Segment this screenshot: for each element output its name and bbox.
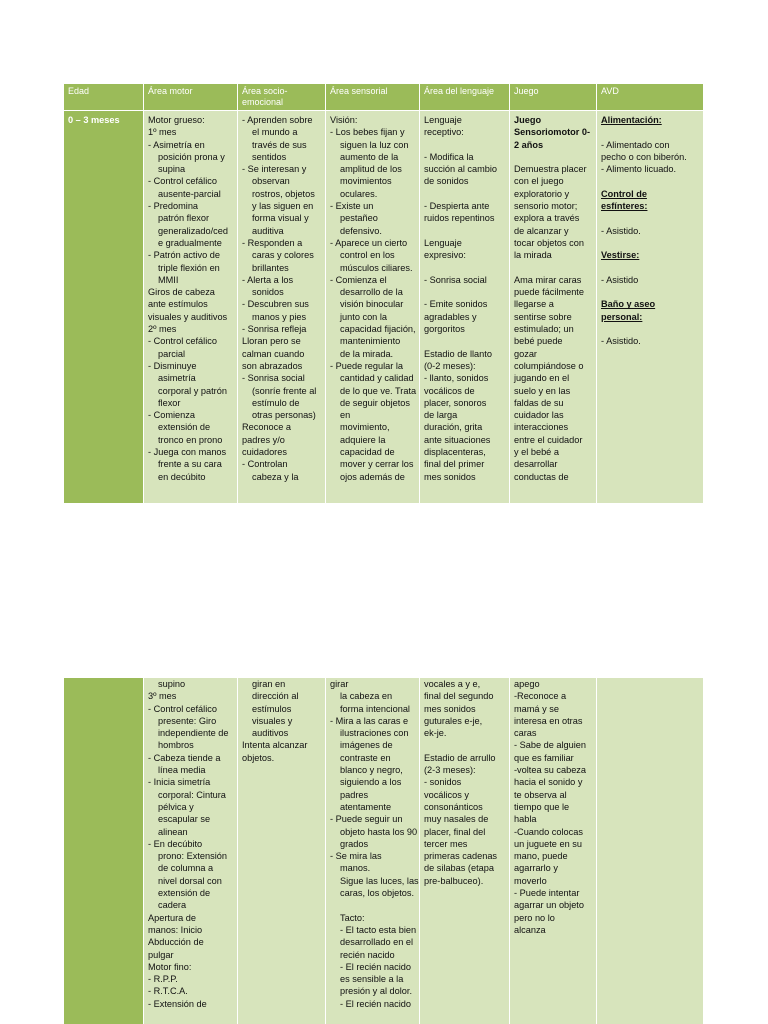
text-line: oculares. xyxy=(340,188,378,199)
text-line: Reconoce a xyxy=(242,422,292,433)
text-line: - Existe un xyxy=(330,201,374,212)
text-line: - Sonrisa refleja xyxy=(242,324,307,335)
sensorial-cell-continued xyxy=(326,678,420,1024)
text-line: un juguete en su xyxy=(514,838,582,849)
text-line: - sonidos xyxy=(424,777,462,788)
text-line: - llanto, sonidos xyxy=(424,373,489,384)
text-line: con el juego xyxy=(514,176,564,187)
juego-cell-continued xyxy=(510,678,597,1024)
text-line: tiempo que le xyxy=(514,801,570,812)
text-line: prono: Extensión xyxy=(158,851,227,862)
text-line: pestañeo xyxy=(340,213,378,224)
text-line: mover y cerrar los xyxy=(340,459,414,470)
text-line: el mundo a xyxy=(252,127,298,138)
text-line: pero no lo xyxy=(514,912,555,923)
socio-emocional-cell-continued xyxy=(238,678,326,1024)
text-line: 2º mes xyxy=(148,324,177,335)
text-line: - Sonrisa social xyxy=(424,274,487,285)
text-line: la mirada xyxy=(514,250,552,261)
text-line xyxy=(330,899,416,911)
text-line: moverlo xyxy=(514,875,547,886)
text-line: succión al cambio xyxy=(424,164,498,175)
text-line: tronco en prono xyxy=(158,434,223,445)
text-line: tocar objetos con xyxy=(514,237,584,248)
text-line: -Cuando colocas xyxy=(514,826,583,837)
avd-line: Vestirse: xyxy=(601,250,640,261)
text-line: músculos ciliares. xyxy=(340,262,413,273)
text-line: e gradualmente xyxy=(158,237,222,248)
text-line: - Juega con manos xyxy=(148,447,227,458)
socio-emocional-cell xyxy=(238,110,326,503)
text-line: Estadio de arrullo xyxy=(424,752,496,763)
text-line: corporal: Cintura xyxy=(158,789,226,800)
text-line xyxy=(424,262,506,274)
text-line: estímulos xyxy=(252,703,292,714)
text-line: de alcanzar y xyxy=(514,225,569,236)
text-line: MMII xyxy=(158,274,179,285)
text-line: junto con la xyxy=(340,311,387,322)
text-line: Estadio de llanto xyxy=(424,348,492,359)
text-line: displacenteras, xyxy=(424,447,486,458)
text-line: placer, sonoros xyxy=(424,397,487,408)
text-line: - Se interesan y xyxy=(242,164,307,175)
text-line: (0-2 meses): xyxy=(424,360,476,371)
text-line: girar xyxy=(330,679,349,689)
text-line: mantenimiento xyxy=(340,336,401,347)
text-line: receptivo: xyxy=(424,127,464,138)
text-line: Visión: xyxy=(330,115,358,125)
text-line: ojos además de xyxy=(340,471,405,482)
text-line: adquiere la xyxy=(340,434,386,445)
text-line: escapular se xyxy=(158,814,211,825)
text-line: Ama mirar caras xyxy=(514,274,582,285)
text-line: tercer mes xyxy=(424,838,468,849)
text-line xyxy=(424,225,506,237)
text-line: otras personas) xyxy=(252,410,316,421)
text-line xyxy=(424,286,506,298)
text-line: capacidad fijación, xyxy=(340,324,416,335)
text-line: - Despierta ante xyxy=(424,201,490,212)
text-line: siguen la luz con xyxy=(340,139,409,150)
text-line: te observa al xyxy=(514,789,567,800)
text-line: mes sonidos xyxy=(424,703,476,714)
text-line: final del segundo xyxy=(424,691,494,702)
avd-line: - Asistido. xyxy=(601,225,641,236)
text-line: (sonríe frente al xyxy=(252,385,317,396)
avd-line xyxy=(601,323,700,335)
avd-line: - Alimentado con xyxy=(601,139,670,150)
text-line: nivel dorsal con xyxy=(158,875,222,886)
text-line: - Alerta a los xyxy=(242,274,294,285)
text-line: imágenes de xyxy=(340,740,393,751)
header-edad: Edad xyxy=(64,84,144,110)
text-line: parcial xyxy=(158,348,186,359)
avd-line: Baño y aseo xyxy=(601,299,656,310)
development-table-page-1 xyxy=(64,84,703,503)
header-area-sensorial: Área sensorial xyxy=(326,84,420,110)
text-line: corporal y patrón xyxy=(158,385,227,396)
text-line: manos: Inicio xyxy=(148,924,203,935)
text-line: llegarse a xyxy=(514,299,554,310)
text-line: patrón flexor xyxy=(158,213,210,224)
text-line: flexor xyxy=(158,397,181,408)
text-line: supino xyxy=(158,679,186,689)
text-line: grados xyxy=(340,838,369,849)
avd-line: - Asistido. xyxy=(601,336,641,347)
text-line: - Control cefálico xyxy=(148,703,217,714)
text-line: cabeza y la xyxy=(252,471,299,482)
text-line: la cabeza en xyxy=(340,691,393,702)
header-area-socio-emocional: Área socio-emocional xyxy=(238,84,326,110)
text-line: línea media xyxy=(158,765,206,776)
text-line: - Inicia simetría xyxy=(148,777,211,788)
text-line: presente: Giro xyxy=(158,715,217,726)
text-line: ante estímulos xyxy=(148,299,208,310)
text-line: duración, grita xyxy=(424,422,483,433)
text-line: visuales y xyxy=(252,715,293,726)
text-line: - El tacto esta bien xyxy=(340,924,417,935)
text-line: presión y al dolor. xyxy=(340,986,413,997)
text-line: es sensible a la xyxy=(340,974,404,985)
text-line: - Controlan xyxy=(242,459,288,470)
text-line: visión binocular xyxy=(340,299,404,310)
header-avd: AVD xyxy=(597,84,703,110)
text-line: gozar xyxy=(514,348,537,359)
text-line xyxy=(424,739,506,751)
text-line: ausente-parcial xyxy=(158,188,221,199)
text-line: alinean xyxy=(158,826,188,837)
text-line: - Cabeza tiende a xyxy=(148,752,221,763)
text-line: desarrollar xyxy=(514,459,558,470)
text-line: de lo que ve. Trata xyxy=(340,385,417,396)
text-line: supina xyxy=(158,164,186,175)
text-line: Motor grueso: xyxy=(148,115,205,125)
avd-line: - Asistido xyxy=(601,274,639,285)
text-line: auditivos xyxy=(252,728,289,739)
text-line: hacia el sonido y xyxy=(514,777,583,788)
text-line: movimiento, xyxy=(340,422,390,433)
text-line: frente a su cara xyxy=(158,459,222,470)
text-line: hombros xyxy=(158,740,194,751)
motor-cell-continued xyxy=(144,678,238,1024)
text-line: de larga xyxy=(424,410,458,421)
development-table-page-2 xyxy=(64,678,703,1024)
text-line: y las siguen en xyxy=(252,201,314,212)
text-line: Juego xyxy=(514,115,542,125)
text-line: de silabas (etapa xyxy=(424,863,494,874)
text-line xyxy=(424,139,506,151)
text-line: mes sonidos xyxy=(424,471,476,482)
text-line xyxy=(514,262,593,274)
text-line: de seguir objetos xyxy=(340,397,410,408)
text-line: Abducción de xyxy=(148,937,204,948)
text-line: vocales a y e, xyxy=(424,679,481,689)
avd-line xyxy=(601,126,700,138)
motor-cell xyxy=(144,110,238,503)
text-line: - Disminuye xyxy=(148,360,197,371)
text-line: - Patrón activo de xyxy=(148,250,221,261)
text-line: - Mira a las caras e xyxy=(330,715,409,726)
text-line: guturales e-je, xyxy=(424,715,483,726)
text-line: desarrollado en el xyxy=(340,937,414,948)
header-juego: Juego xyxy=(510,84,597,110)
text-line: - El recién nacido xyxy=(340,961,411,972)
text-line: vocálicos de xyxy=(424,385,475,396)
text-line: muy nasales de xyxy=(424,814,489,825)
text-line: consonánticos xyxy=(424,801,483,812)
text-line: interesa en otras xyxy=(514,715,583,726)
text-line: sentirse sobre xyxy=(514,311,572,322)
text-line: manos. xyxy=(340,863,371,874)
text-line: giran en xyxy=(252,679,286,689)
text-line: mano, puede xyxy=(514,851,568,862)
text-line: interacciones xyxy=(514,422,569,433)
text-line: desarrollo de la xyxy=(340,287,403,298)
age-cell-continued xyxy=(64,678,144,1024)
text-line: través de sus xyxy=(252,139,307,150)
text-line: Demuestra placer xyxy=(514,164,587,175)
avd-line: personal: xyxy=(601,311,643,322)
text-line: - Los bebes fijan y xyxy=(330,127,405,138)
text-line: - Emite sonidos xyxy=(424,299,488,310)
text-line: bebé puede xyxy=(514,336,563,347)
text-line: observan xyxy=(252,176,290,187)
text-line: posición prona y xyxy=(158,151,225,162)
text-line: control en los xyxy=(340,250,395,261)
text-line: (2-3 meses): xyxy=(424,765,476,776)
avd-line: Control de xyxy=(601,188,647,199)
text-line: conductas de xyxy=(514,471,569,482)
text-line: ruidos repentinos xyxy=(424,213,495,224)
juego-text xyxy=(514,163,593,483)
text-line: - Extensión de xyxy=(148,998,207,1009)
text-line: asimetría xyxy=(158,373,196,384)
text-line xyxy=(424,188,506,200)
text-line: manos y pies xyxy=(252,311,307,322)
text-line: - Sonrisa social xyxy=(242,373,305,384)
avd-line xyxy=(601,286,700,298)
avd-line: Alimentación: xyxy=(601,115,662,125)
text-line: extensión de xyxy=(158,888,211,899)
text-line: Motor fino: xyxy=(148,961,192,972)
text-line: -Reconoce a xyxy=(514,691,567,702)
text-line: -voltea su cabeza xyxy=(514,765,587,776)
text-line: movimientos xyxy=(340,176,392,187)
avd-line xyxy=(601,212,700,224)
lenguaje-cell-continued xyxy=(420,678,510,1024)
text-line: - Comienza el xyxy=(330,274,387,285)
text-line: Sigue las luces, las xyxy=(340,875,419,886)
text-line: pre-balbuceo). xyxy=(424,875,484,886)
text-line: son abrazados xyxy=(242,360,303,371)
text-line: placer, final del xyxy=(424,826,486,837)
lenguaje-cell xyxy=(420,110,510,503)
text-line: y el bebé a xyxy=(514,447,559,458)
text-line: ek-je. xyxy=(424,728,447,739)
text-line: sensorio motor; xyxy=(514,201,578,212)
text-line: 3º mes xyxy=(148,691,177,702)
text-line: Intenta alcanzar xyxy=(242,740,308,751)
text-line: generalizado/ced xyxy=(158,225,228,236)
text-line: recién nacido xyxy=(340,949,395,960)
text-line: - Modifica la xyxy=(424,151,474,162)
text-line: alcanza xyxy=(514,924,546,935)
text-line: siguiendo a los xyxy=(340,777,402,788)
text-line: - Aparece un cierto xyxy=(330,237,408,248)
text-line: - Puede intentar xyxy=(514,888,580,899)
text-line: - Control cefálico xyxy=(148,336,217,347)
text-line: suelo y en las xyxy=(514,385,571,396)
text-line: explora a través xyxy=(514,213,580,224)
text-line: primeras cadenas xyxy=(424,851,498,862)
text-line: - Puede seguir un xyxy=(330,814,403,825)
text-line: - Asimetría en xyxy=(148,139,205,150)
text-line: columpiándose o xyxy=(514,360,584,371)
text-line: final del primer xyxy=(424,459,485,470)
avd-line: - Alimento licuado. xyxy=(601,164,677,175)
avd-line xyxy=(601,262,700,274)
text-line: Giros de cabeza xyxy=(148,287,215,298)
text-line: Sensoriomotor 0- xyxy=(514,127,591,138)
text-line: puede fácilmente xyxy=(514,287,584,298)
text-line: forma visual y xyxy=(252,213,309,224)
text-line: faldas de su xyxy=(514,397,564,408)
header-area-motor: Área motor xyxy=(144,84,238,110)
avd-line xyxy=(601,237,700,249)
text-line: exploratorio y xyxy=(514,188,570,199)
text-line: cantidad y calidad xyxy=(340,373,414,384)
text-line: Lenguaje xyxy=(424,115,462,125)
text-line: brillantes xyxy=(252,262,289,273)
text-line: 2 años xyxy=(514,139,544,150)
text-line: padres xyxy=(340,789,369,800)
text-line: habla xyxy=(514,814,537,825)
text-line: - El recién nacido xyxy=(340,998,411,1009)
text-line: auditiva xyxy=(252,225,284,236)
text-line: - En decúbito xyxy=(148,838,203,849)
avd-cell xyxy=(597,110,703,503)
text-line: calman cuando xyxy=(242,348,305,359)
text-line: defensivo. xyxy=(340,225,382,236)
text-line: apego xyxy=(514,679,540,689)
text-line: ante situaciones xyxy=(424,434,491,445)
text-line: objeto hasta los 90 xyxy=(340,826,418,837)
text-line: en decúbito xyxy=(158,471,206,482)
header-area-lenguaje: Área del lenguaje xyxy=(420,84,510,110)
text-line: entre el cuidador xyxy=(514,434,583,445)
juego-cell xyxy=(510,110,597,503)
text-line: atentamente xyxy=(340,801,392,812)
text-line: de la mirada. xyxy=(340,348,394,359)
juego-title xyxy=(514,114,593,151)
avd-line: esfínteres: xyxy=(601,201,648,212)
text-line: cadera xyxy=(158,900,187,911)
text-line: vocálicos y xyxy=(424,789,469,800)
text-line: - Predomina xyxy=(148,201,199,212)
avd-cell-continued xyxy=(597,678,703,1024)
text-line: - Se mira las xyxy=(330,851,382,862)
text-line: 1º mes xyxy=(148,127,177,138)
text-line xyxy=(424,335,506,347)
text-line: estimulado; un xyxy=(514,324,574,335)
text-line: de sonidos xyxy=(424,176,469,187)
text-line: aumento de la xyxy=(340,151,399,162)
avd-line: pecho o con biberón. xyxy=(601,151,687,162)
text-line: amplitud de los xyxy=(340,164,402,175)
text-line: extensión de xyxy=(158,422,211,433)
text-line: triple flexión en xyxy=(158,262,220,273)
text-line: jugando en el xyxy=(514,373,570,384)
text-line: sentidos xyxy=(252,151,287,162)
text-line: capacidad de xyxy=(340,447,395,458)
text-line: ilustraciones con xyxy=(340,728,409,739)
text-line: pélvica y xyxy=(158,801,194,812)
text-line: Apertura de xyxy=(148,912,197,923)
text-line: visuales y auditivos xyxy=(148,311,228,322)
text-line: - Descubren sus xyxy=(242,299,309,310)
text-line: - Responden a xyxy=(242,237,303,248)
text-line: pulgar xyxy=(148,949,174,960)
text-line: - Sabe de alguien xyxy=(514,740,587,751)
text-line: Lenguaje xyxy=(424,237,462,248)
text-line: contraste en xyxy=(340,752,391,763)
text-line: - R.P.P. xyxy=(148,974,178,985)
age-cell: 0 – 3 meses xyxy=(64,110,144,503)
text-line: independiente de xyxy=(158,728,229,739)
text-line: estímulo de xyxy=(252,397,300,408)
text-line: dirección al xyxy=(252,691,299,702)
text-line: caras y colores xyxy=(252,250,314,261)
text-line: gorgoritos xyxy=(424,324,465,335)
text-line: rostros, objetos xyxy=(252,188,315,199)
text-line: objetos. xyxy=(242,752,275,763)
text-line: - R.T.C.A. xyxy=(148,986,188,997)
text-line: padres y/o xyxy=(242,434,285,445)
text-line: Lloran pero se xyxy=(242,336,301,347)
text-line: blanco y negro, xyxy=(340,765,403,776)
text-line: expresivo: xyxy=(424,250,466,261)
text-line: mamá y se xyxy=(514,703,559,714)
text-line: - Aprenden sobre xyxy=(242,115,313,125)
text-line: de columna a xyxy=(158,863,214,874)
text-line: cuidador las xyxy=(514,410,564,421)
text-line: sonidos xyxy=(252,287,284,298)
text-line: - Puede regular la xyxy=(330,360,404,371)
text-line: forma intencional xyxy=(340,703,410,714)
text-line: - Comienza xyxy=(148,410,195,421)
text-line: agarrar un objeto xyxy=(514,900,584,911)
text-line: caras, los objetos. xyxy=(340,888,415,899)
text-line: en xyxy=(340,410,351,421)
text-line: agarrarlo y xyxy=(514,863,558,874)
text-line: que es familiar xyxy=(514,752,574,763)
sensorial-cell xyxy=(326,110,420,503)
text-line: caras xyxy=(514,728,537,739)
avd-line xyxy=(601,175,700,187)
text-line: agradables y xyxy=(424,311,477,322)
text-line: cuidadores xyxy=(242,447,287,458)
text-line: Tacto: xyxy=(340,912,365,923)
text-line: - Control cefálico xyxy=(148,176,217,187)
